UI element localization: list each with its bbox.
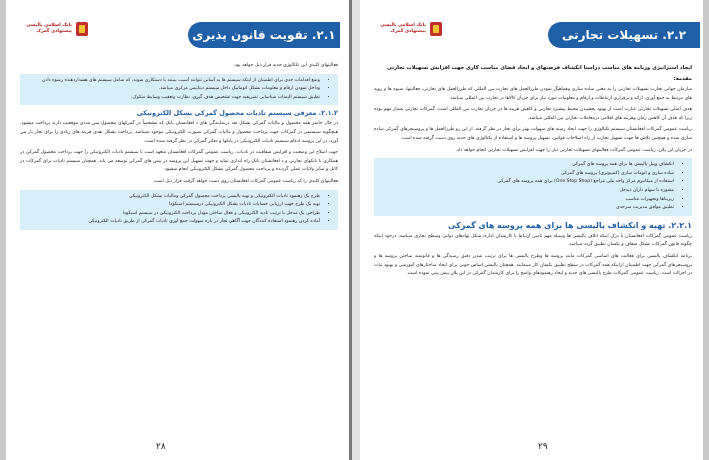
list-item: • استفاده از میکانیزم مرکز واحد ملی مراجع (One Stop Shop) برای همه پروسه های گمرکی (382, 178, 674, 187)
intro-label: مقدمه: (673, 76, 692, 82)
page-29 (360, 0, 703, 460)
paragraph: برنامه انکشاف پالیسی برای فعالیت های اساسی گمرکات مانند پروسه ها وطرح پالیسی ها برای ترتیب شدن دقیق رسیدگی ها و قانونمند ساختن پروسه ها و پروسیجرهای گمرکی جهت اطمینان ازاینکه همه گمرکات در سطح تطبیق یکسان کار مینمایند. همچنان پالیسی اساس خوبی برای ایجاد ساختارهای آموزشی و بهبود ثبات در اجراات است. ریاست عمومی گمرکات طرح پالیسی های جدید و ایجاد رهنمودهای واضح را برای کارمندان گمرکی در این پلان پیش بینی نموده است. (374, 253, 692, 277)
section-title-banner: ۲.۲. تسهیلات تجارتی (548, 22, 700, 48)
paragraph: ریاست عمومی گمرکات افغانستان سیستم تکنالوژی را جهت ایجاد زمینه های سهولت بهتر برای تجار در نظر گرفته، از این رو طرزالعمل ها و پروسیجرهای گمرکی ساده سازی شده و همچنین تلاش ها جهت تسهیل تجارت از راه اصلاحات قوانین، تسهیل پروسه ها و استفاده از تکنالوژی های جدید روی دست گرفته شده است. (374, 127, 692, 141)
highlight-box (20, 74, 338, 106)
emblem-icon (76, 22, 88, 36)
section-title-banner: ۲.۱. تقویت قانون پذیری (188, 22, 340, 48)
intro-text: فعالیتهای کلیدی این تکتالوژی جدید قرار ذیل خواهد بود. (233, 63, 338, 68)
highlight-box (20, 190, 338, 230)
subsection-title: ۲.۱.۲. معرفی سیستم تادیات محصول گمرکی بشکل الکترونیکی (136, 109, 338, 118)
page-header (6, 10, 349, 60)
list-item: • طرح یک رهنمود تادیات الکترونیکی و تهیه پالیسی پرداخت محصول گمرکی ومالیات بشکل الکترونیکی (28, 193, 320, 202)
page-28 (6, 0, 349, 460)
page-body (374, 62, 692, 427)
brand-logo (368, 20, 442, 54)
list-item: • وضع اقدامات جدی برای اطمینان از اینکه سیستم ها به آسانی نتوانند آسیب ببینند با دستکاری شوند، که شامل سیستم های هشداردهنده رشوه دادن (28, 77, 320, 86)
list-item: • وداخل نمودن ارقام و معلومات بشکل اتوماتیک داخل سیستم دیتابیس مرکزی میباشد. (28, 85, 320, 94)
paragraph: در جریان این پلان، ریاست عمومی گمرکات فعالیتهای تسهیلات تجارتی ذیل را جهت افزایش تسهیلات تجارتی انجام خواهد داد. (455, 147, 692, 153)
paragraph: فعالیتهای کلیدی را که ریاست عمومی گمرکات افغانستان روی دست خواهد گرفت قرار ذیل است. (152, 178, 338, 184)
list-item: • تطبیق سیستم الیمنات شناسایی تصریفیه جهت تشخیص هدف گیری، نظارت وتعقیب وسایط متکوک. (28, 94, 320, 103)
highlight-box (374, 158, 692, 216)
list-item: • انکشاف ویبل پالیسی ها برای همه پروسه های گمرکی (382, 161, 674, 170)
list-item: • تطبیق موافق مدیریت سرحدی (382, 204, 674, 213)
list-item: • آماده کردن رهنمود استفاده کنندگان جهت آگاهی تجار در باره سهولت جمع آوری تادیات گمرکی از طریق تادیات الکترونیکی (28, 218, 320, 227)
brand-text: بانک اسلامی پالیسی پیشنهادی گمرک (380, 23, 426, 34)
list-item: • طراحی یک مدخل با ترتیب تادیه الکترونیکی و فعال ساختن مودل پرداخت الکترونیکی در سیستم اسیکودا (28, 210, 320, 219)
list-item: • تهیه یک طرح جهت ارزیابی حسابات تادیات بشکل الکترونیکی درسیستم اسیکودا (28, 201, 320, 210)
subsection-title: ۲.۲.۱. تهیه و انکشاف پالیسی ها برای همه پروسه های گمرکی (447, 220, 692, 230)
spine-gap (352, 0, 360, 460)
paragraph: سازمان جهانی تجارت تسهیلات تجارتی را به معنی ساده سازی وهماهنگ نمودن طرزالعمل های تجارت بین المللی که طرزالعمل های تجارتی، فعالیتها، شیوه ها و رویه های مرتبط به جمع آوری، ارائه و برقراری ارتباطات و ارقام و معلومات مورد نیاز برای جریان کالاها در تجارت بین المللی میباشد. (374, 87, 692, 101)
list-item: • ساده سازی و اتومات سازی (کمپیوتری) پروسه های گمرکی (382, 170, 674, 179)
paragraph: ریاست عمومی گمرکات افغانستان با درک اینکه اتلاف پالیسی ها وسیله مهم تامین ارتباط با کارمندان اداره، شکل نهادهای دولتی وسطح تجاری میباشد، درخود اینکه چگونه قانون گمرکات بشکل شفاف و یکسان تطبیق گردد میباشد. (374, 233, 692, 248)
page-header (360, 10, 703, 60)
page-number: ۲۹ (538, 442, 548, 452)
list-item: • مشوره با سهام داران ذیدخل (382, 187, 674, 196)
objective-heading: ایجاد استراتیژی ورنامه های مناسب دراستا انکشاف فرصتهای و ایجاد فضای مناسب کاری جهت افزایش تسهیلات تجارتی (386, 65, 692, 71)
paragraph: جهت اصلاح این وضعیت و افزایش شفافیت در تادیات، ریاست عمومی گمرکات افغانستان متعهد است تا سیستم تادیات الکترونیکی را جهت پرداخت محصول گمرکی در همکاری با بانکهای تجارتی و د افغانستان بانک راه اندازی نماید و جهت تسهیل این پروسه در بیس های گمرکی توسعه می یابد. همچنان سیستم تادیات برای گمرکات در کابل و سایر ولایات عملی گردیده و پرداخت محصول گمرکی بشکل الکترونیکی انجام میشود. (20, 150, 338, 173)
brand-text: بانک اسلامی پالیسی پیشنهادی گمرک (26, 23, 72, 34)
page-number: ۲۸ (156, 442, 166, 452)
paragraph: هدف اصلی تسهیلات تجارتی عبارت است از بهبود بخشیدن محیط پیشبرد تجارتی و کاهش هزینه ها در جریان تجارت بین المللی است. گمرکات تجارتی بسیار مهم بوده زیرا که هدف آن کاهش زمان وهزینه های اقلامی درمعاملات تجارتی بین المللی میباشد. (374, 107, 692, 121)
paragraph: در حال حاضر همه محصول و مالیات گمرکی بشکل نقد درنمایندگی های د افغانستان بانک که مشخصاً در گمرکهای محصول پس مددی موقعیت دارند پرداخت میشود. هیچگونه سیستمی در گمرکات جهت پرداخت محصول و مالیات گمرکی بصورت الکترونیکی موجود نمیباشد. پرداخت بشکل نقدی هزینه های زیادی را برای تجار بار می آورد، در این پروسه ادغام سیستم تادیات الکترونیکی در بانکها و دفاتر گمرکی در نظر گرفته شده است. (20, 121, 338, 144)
page-body (20, 62, 338, 427)
emblem-icon (430, 22, 442, 36)
list-item: • زیربناها وتجهیزات مناسب (382, 196, 674, 205)
brand-logo (14, 20, 88, 54)
